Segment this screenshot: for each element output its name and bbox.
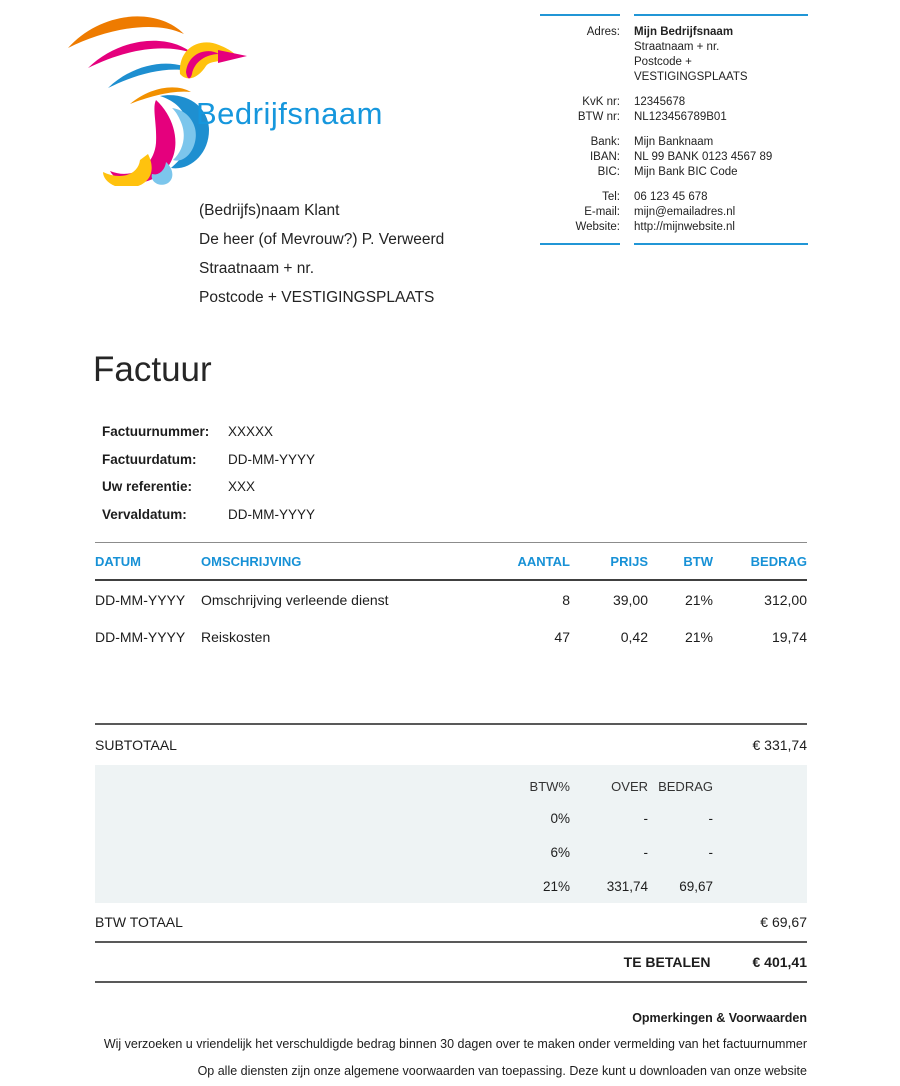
company-info-value: Mijn Bedrijfsnaam <box>634 26 734 38</box>
customer-address-line: (Bedrijfs)naam Klant <box>199 202 340 219</box>
company-info-label: Website: <box>575 221 620 233</box>
company-info-value: 12345678 <box>634 96 686 108</box>
company-logo <box>60 4 460 186</box>
cell-bedrag: 312,00 <box>764 591 807 608</box>
invoice-meta-label: Vervaldatum: <box>102 506 187 522</box>
cell-btw: 21% <box>684 591 713 608</box>
customer-address-line: Postcode + VESTIGINGSPLAATS <box>199 289 435 306</box>
subtotal-row <box>95 723 807 765</box>
company-info-value: 06 123 45 678 <box>634 191 708 203</box>
vat-over-value: - <box>643 810 648 826</box>
vat-row <box>95 835 807 869</box>
col-header-aantal: AANTAL <box>517 553 570 569</box>
cell-prijs: 0,42 <box>620 628 648 645</box>
invoice-meta-value: DD-MM-YYYY <box>228 506 315 522</box>
invoice-meta-value: XXX <box>228 479 256 494</box>
vat-rows <box>95 801 807 903</box>
vat-header-rate: BTW% <box>529 778 570 794</box>
notes-heading: Opmerkingen & Voorwaarden <box>632 1011 807 1025</box>
vat-header-over: OVER <box>611 778 648 794</box>
customer-address-line: De heer (of Mevrouw?) P. Verweerd <box>199 231 445 248</box>
cell-bedrag: 19,74 <box>771 628 807 645</box>
vat-rate: 0% <box>550 810 570 826</box>
vat-total-label: BTW TOTAAL <box>95 914 183 930</box>
vat-amount: - <box>708 810 713 826</box>
col-header-bedrag: BEDRAG <box>750 553 807 569</box>
company-info-label: Tel: <box>602 191 620 203</box>
notes-section <box>95 1011 807 1085</box>
divider <box>634 14 808 16</box>
hummingbird-logo-icon <box>60 4 250 186</box>
vat-summary-panel <box>95 765 807 903</box>
invoice-title: Factuur <box>93 350 212 389</box>
notes-lines <box>95 1031 807 1085</box>
company-info-value: NL 99 BANK 0123 4567 89 <box>634 151 773 163</box>
vat-amount: - <box>708 844 713 860</box>
company-info-value: http://mijnwebsite.nl <box>634 221 735 233</box>
company-info-label <box>540 55 620 85</box>
company-info-label <box>540 40 620 55</box>
divider <box>540 243 620 245</box>
amount-due-row <box>95 943 807 983</box>
company-info-grid <box>540 25 808 235</box>
company-info-value: Mijn Bank BIC Code <box>634 166 738 178</box>
company-info-label: BIC: <box>597 166 620 178</box>
company-info-label: E-mail: <box>584 206 620 218</box>
notes-line: Wij verzoeken u vriendelijk het verschuldigde bedrag binnen 30 dagen over te maken onder vermelding van het factuurnummer <box>103 1037 807 1051</box>
col-header-btw: BTW <box>683 553 713 569</box>
invoice-meta-grid <box>102 418 315 528</box>
col-header-prijs: PRIJS <box>610 553 648 569</box>
col-header-datum: DATUM <box>95 553 141 569</box>
notes-line: Op alle diensten zijn onze algemene voorwaarden van toepassing. Deze kunt u downloaden van onze website <box>197 1064 807 1078</box>
company-info-value: Mijn Banknaam <box>634 136 714 148</box>
company-info-block <box>540 14 808 245</box>
subtotal-value: € 331,74 <box>752 737 807 753</box>
vat-row <box>95 801 807 835</box>
invoice-meta-label: Uw referentie: <box>102 479 193 494</box>
cell-datum: DD-MM-YYYY <box>95 591 186 608</box>
divider <box>634 243 808 245</box>
cell-omschrijving: Reiskosten <box>201 628 271 645</box>
vat-row <box>95 869 807 903</box>
table-empty-space <box>95 655 807 723</box>
amount-due-value: € 401,41 <box>752 954 807 970</box>
cell-datum: DD-MM-YYYY <box>95 628 186 645</box>
vat-header-bedrag: BEDRAG <box>658 778 713 794</box>
subtotal-label: SUBTOTAAL <box>95 737 177 753</box>
cell-aantal: 8 <box>562 591 570 608</box>
vat-rate: 6% <box>550 844 570 860</box>
company-info-value: Straatnaam + nr. <box>634 41 720 53</box>
table-row <box>95 581 807 618</box>
company-info-label: BTW nr: <box>577 111 620 123</box>
vat-header-row <box>95 771 807 801</box>
amount-due-label: TE BETALEN <box>623 954 711 970</box>
divider <box>540 14 620 16</box>
company-info-label: Bank: <box>590 136 620 148</box>
company-info-label: KvK nr: <box>582 96 620 108</box>
cell-prijs: 39,00 <box>612 591 648 608</box>
items-table-header <box>95 542 807 581</box>
company-info-label: IBAN: <box>589 151 620 163</box>
col-header-omschrijving: OMSCHRIJVING <box>201 553 302 569</box>
invoice-meta-value: XXXXX <box>228 424 274 439</box>
vat-rate: 21% <box>542 878 570 894</box>
vat-total-row <box>95 903 807 943</box>
vat-over-value: 331,74 <box>606 878 648 894</box>
vat-amount: 69,67 <box>679 878 713 894</box>
company-info-value: NL123456789B01 <box>634 111 727 123</box>
invoice-meta-label: Factuurdatum: <box>102 451 197 467</box>
cell-aantal: 47 <box>554 628 570 645</box>
vat-total-value: € 69,67 <box>760 914 807 930</box>
table-row <box>95 618 807 655</box>
vat-over-value: - <box>643 844 648 860</box>
cell-omschrijving: Omschrijving verleende dienst <box>201 591 389 608</box>
customer-address-line: Straatnaam + nr. <box>199 260 315 277</box>
items-table-body <box>95 581 807 655</box>
cell-btw: 21% <box>684 628 713 645</box>
invoice-meta-label: Factuurnummer: <box>102 424 210 439</box>
company-info-value: mijn@emailadres.nl <box>634 206 736 218</box>
invoice-body <box>95 542 807 1085</box>
invoice-meta-value: DD-MM-YYYY <box>228 451 315 467</box>
company-name: Bedrijfsnaam <box>196 96 383 131</box>
company-info-label: Adres: <box>586 26 620 38</box>
company-info-value: Postcode + VESTIGINGSPLAATS <box>634 56 748 83</box>
customer-address-block <box>199 196 444 312</box>
